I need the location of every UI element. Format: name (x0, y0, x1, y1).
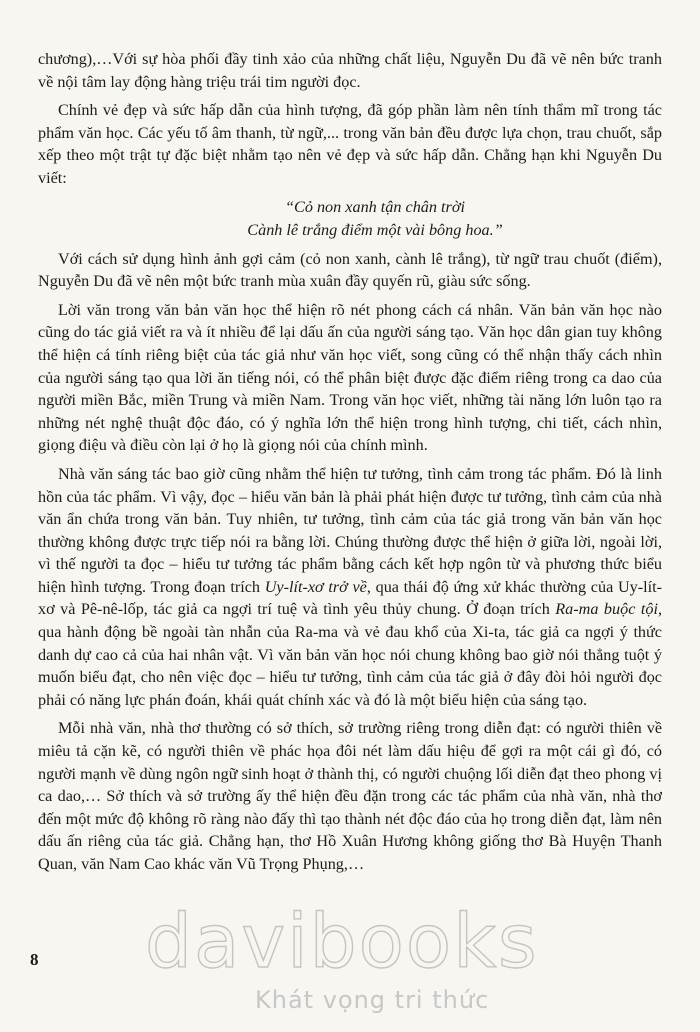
paragraph-5 (38, 463, 662, 712)
page-number: 8 (30, 950, 39, 969)
paragraph-5-part-a: Nhà văn sáng tác bao giờ cũng nhằm thể hiện tư tưởng, tình cảm trong tác phẩm. Đó là linh hồn của tác phẩm. Vì vậy, đọc – hiểu văn bản là phải phát hiện được tư tưởng, tình cảm của nhà văn ẩn chứa trong văn bản. Tuy nhiên, tư tưởng, tình cảm của tác giả trong văn bản văn học thường không được trực tiếp nói ra bằng lời. Chúng thường được thể hiện ở giữa lời, ngoài lời, vì thế người ta đọc – hiểu tư tưởng tác phẩm bằng cách kết hợp ngôn từ và phương thức biểu hiện hình tượng. Trong đoạn trích (38, 464, 662, 596)
work-title-ulysses: Uy-lít-xơ trở về (264, 577, 367, 596)
poem-line-2: Cành lê trắng điểm một vài bông hoa.” (247, 220, 503, 239)
paragraph-3: Với cách sử dụng hình ảnh gợi cảm (cỏ non xanh, cành lê trắng), từ ngữ trau chuốt (điểm), Nguyễn Du đã vẽ nên một bức tranh mùa xuân đầy quyến rũ, giàu sức sống. (38, 249, 662, 291)
paragraph-2: Chính vẻ đẹp và sức hấp dẫn của hình tượng, đã góp phần làm nên tính thẩm mĩ trong tác phẩm văn học. Các yếu tố âm thanh, từ ngữ,... trong văn bản đều được lựa chọn, trau chuốt, sắp xếp theo một trật tự đặc biệt nhằm tạo nên vẻ đẹp và sức hấp dẫn. Chẳng hạn khi Nguyễn Du viết: (38, 101, 662, 187)
paragraph-4: Lời văn trong văn bản văn học thể hiện rõ nét phong cách cá nhân. Văn bản văn học nào cũng do tác giả viết ra và ít nhiều để lại dấu ấn của người sáng tạo. Văn học dân gian tuy không thể hiện cá tính riêng biệt của tác giả như văn học viết, song cũng có thể nhận thấy cách nhìn của người sáng tạo qua lời ăn tiếng nói, có thể phân biệt được đặc điểm riêng trong ca dao của người miền Bắc, miền Trung và miền Nam. Trong văn học viết, những tài năng lớn luôn tạo ra những nét nghệ thuật độc đáo, có ý nghĩa lớn thể hiện trong hình tượng, chi tiết, cách nhìn, giọng điệu và điều còn lại ở họ là giọng nói của chính mình. (38, 300, 662, 455)
work-title-rama: Ra-ma buộc tội (555, 600, 658, 619)
watermark-logo: davibooks (145, 899, 539, 985)
page-body (38, 48, 662, 882)
poem-line-1: “Cỏ non xanh tận chân trời (285, 197, 465, 216)
paragraph-1: chương),…Với sự hòa phối đầy tinh xảo của những chất liệu, Nguyễn Du đã vẽ nên bức tranh về nội tâm lay động hàng triệu trái tim người đọc. (38, 50, 662, 91)
paragraph-5-part-b: , qua thái độ ứng xử khác thường của Uy-lít-xơ và Pê-nê-lốp, tác giả ca ngợi trí tuệ và tình yêu thủy chung. Ở đoạn trích (38, 577, 663, 619)
watermark-slogan: Khát vọng tri thức (255, 986, 490, 1014)
poem-quote (38, 196, 662, 242)
paragraph-6: Mỗi nhà văn, nhà thơ thường có sở thích, sở trường riêng trong diễn đạt: có người thiên về miêu tả cặn kẽ, có người thiên về phác họa đôi nét làm dấu hiệu để gợi ra một cái gì đó, có người mạnh về dùng ngôn ngữ sinh hoạt ở thành thị, có người chuộng lối diễn đạt theo phong vị ca dao,… Sở thích và sở trường ấy thể hiện đều đặn trong các tác phẩm của nhà văn, nhà thơ đến một mức độ không rõ ràng nào đấy thì tạo thành nét độc đáo của họ trong diễn đạt, làm nên dấu ấn riêng của tác giả. Chẳng hạn, thơ Hồ Xuân Hương không giống thơ Bà Huyện Thanh Quan, văn Nam Cao khác văn Vũ Trọng Phụng,… (38, 719, 662, 873)
paragraph-5-part-c: , qua hành động bề ngoài tàn nhẫn của Ra-ma và vẻ đau khổ của Xi-ta, tác giả ca ngợi ý thức danh dự cao cả của hai nhân vật. Vì văn bản văn học nói chung không bao giờ nói thẳng tuột ý muốn biểu đạt, cho nên việc đọc – hiểu tư tưởng, tình cảm của tác giả ở đây đòi hỏi người đọc phải có năng lực phán đoán, khái quát chính xác và đó là một biểu hiện của sáng tạo. (38, 600, 662, 709)
